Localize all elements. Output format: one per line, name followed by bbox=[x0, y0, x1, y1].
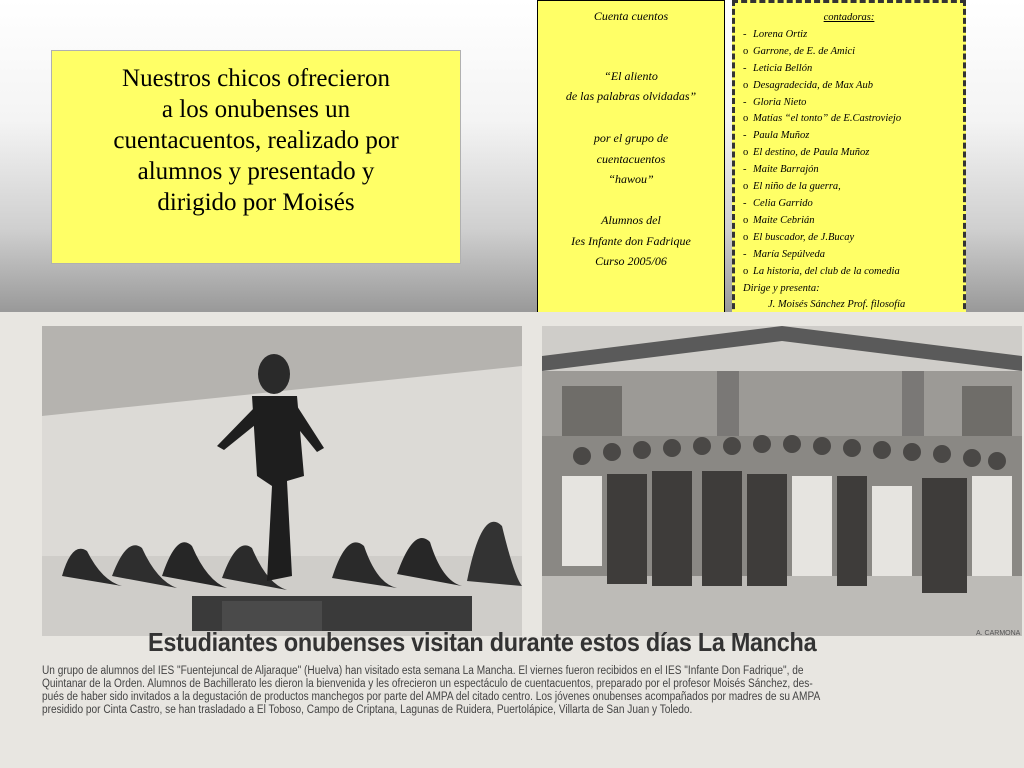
cast-item-text: Matías “el tonto” de E.Castroviejo bbox=[753, 113, 902, 125]
director-label: Dirige y presenta: bbox=[743, 282, 820, 294]
play-title-line: “El aliento bbox=[604, 69, 658, 83]
cast-item bbox=[743, 78, 963, 95]
cast-box bbox=[732, 0, 966, 318]
dash-bullet-icon: - bbox=[743, 62, 747, 74]
play-title-line: de las palabras olvidadas” bbox=[565, 89, 697, 103]
dash-bullet-icon: - bbox=[743, 28, 747, 40]
photo-credit: A. CARMONA bbox=[976, 630, 1021, 637]
cast-item bbox=[743, 27, 963, 44]
cast-item-text: El destino, de Paula Muñoz bbox=[753, 147, 870, 159]
credit-heading: Cuenta cuentos bbox=[593, 9, 669, 23]
cast-item-text: Celia Garrido bbox=[753, 197, 813, 209]
cast-item bbox=[743, 247, 963, 264]
cast-item-text: Lorena Ortiz bbox=[753, 28, 808, 40]
circle-bullet-icon: o bbox=[743, 214, 749, 226]
cast-item bbox=[743, 111, 963, 128]
dash-bullet-icon: - bbox=[743, 248, 747, 260]
storytelling-stage-photo bbox=[42, 326, 522, 636]
cast-item-text: El buscador, de J.Bucay bbox=[753, 231, 855, 243]
circle-bullet-icon: o bbox=[743, 113, 749, 125]
article-body bbox=[42, 665, 1024, 717]
clipping-headline: Estudiantes onubenses visitan durante estos días La Mancha bbox=[148, 627, 817, 657]
school-name: Ies Infante don Fadrique bbox=[571, 234, 691, 248]
cast-item-text: Gloria Nieto bbox=[753, 96, 807, 108]
group-photo bbox=[542, 326, 1022, 636]
cast-item-text: Maite Cebrián bbox=[753, 214, 815, 226]
cast-item-text: Paula Muñoz bbox=[753, 130, 810, 142]
group-name: “hawou” bbox=[608, 172, 654, 186]
students-line: Alumnos del bbox=[601, 213, 661, 227]
director-name: J. Moisés Sánchez Prof. filosofía bbox=[768, 299, 906, 311]
credit-box bbox=[537, 0, 725, 314]
main-caption-box bbox=[51, 50, 461, 264]
cast-item-text: Maite Barrajón bbox=[753, 164, 819, 176]
newspaper-clipping bbox=[0, 312, 1024, 768]
caption-line: cuentacuentos, realizado por bbox=[113, 127, 399, 154]
cast-item bbox=[743, 264, 963, 281]
credit-by-line: por el grupo de bbox=[593, 131, 669, 145]
circle-bullet-icon: o bbox=[743, 181, 749, 193]
cast-item bbox=[743, 61, 963, 78]
caption-line: alumnos y presentado y bbox=[137, 158, 375, 185]
cast-item-text: El niño de la guerra, bbox=[753, 181, 841, 193]
cast-item bbox=[743, 128, 963, 145]
cast-list bbox=[743, 27, 963, 281]
circle-bullet-icon: o bbox=[743, 79, 749, 91]
article-line: pués de haber sido invitados a la degustación de productos manchegos por parte del AMPA del citado centro. Los jóvenes onubenses acompañados por madres de su AMPA bbox=[42, 691, 821, 703]
article-line: Un grupo de alumnos del IES "Fuentejuncal de Aljaraque" (Huelva) han visitado esta semana La Mancha. El viernes fueron recibidos en el IES "Infante Don Fadrique", de bbox=[42, 665, 804, 677]
caption-line: dirigido por Moisés bbox=[157, 189, 355, 216]
cast-item-text: La historia, del club de la comedia bbox=[753, 265, 900, 277]
article-line: presidido por Cinta Castro, se han trasladado a El Toboso, Campo de Criptana, Lagunas de Ruidera, Puertolápice, Villarta de San Juan y Toledo. bbox=[42, 704, 693, 716]
cast-item bbox=[743, 44, 963, 61]
dash-bullet-icon: - bbox=[743, 197, 747, 209]
circle-bullet-icon: o bbox=[743, 45, 749, 57]
circle-bullet-icon: o bbox=[743, 147, 749, 159]
cast-item-text: Garrone, de E. de Amici bbox=[753, 45, 856, 57]
dash-bullet-icon: - bbox=[743, 96, 747, 108]
credit-by-line: cuentacuentos bbox=[596, 152, 666, 166]
cast-title: contadoras: bbox=[823, 12, 875, 23]
cast-item-text: Leticia Bellón bbox=[753, 62, 813, 74]
dash-bullet-icon: - bbox=[743, 164, 747, 176]
cast-item bbox=[743, 95, 963, 112]
circle-bullet-icon: o bbox=[743, 265, 749, 277]
cast-item bbox=[743, 162, 963, 179]
cast-item bbox=[743, 230, 963, 247]
cast-item bbox=[743, 179, 963, 196]
cast-item bbox=[743, 196, 963, 213]
caption-line: Nuestros chicos ofrecieron bbox=[122, 65, 390, 92]
cast-item-text: María Sepúlveda bbox=[753, 248, 826, 260]
dash-bullet-icon: - bbox=[743, 130, 747, 142]
cast-item bbox=[743, 213, 963, 230]
circle-bullet-icon: o bbox=[743, 231, 749, 243]
caption-line: a los onubenses un bbox=[161, 96, 351, 123]
article-line: Quintanar de la Orden. Alumnos de Bachillerato les dieron la bienvenida y les ofrecieron un espectáculo de cuentacuentos, preparado por el profesor Moisés Sánchez, des- bbox=[42, 678, 813, 690]
cast-item bbox=[743, 145, 963, 162]
course-year: Curso 2005/06 bbox=[595, 254, 667, 268]
cast-item-text: Desagradecida, de Max Aub bbox=[753, 79, 873, 91]
